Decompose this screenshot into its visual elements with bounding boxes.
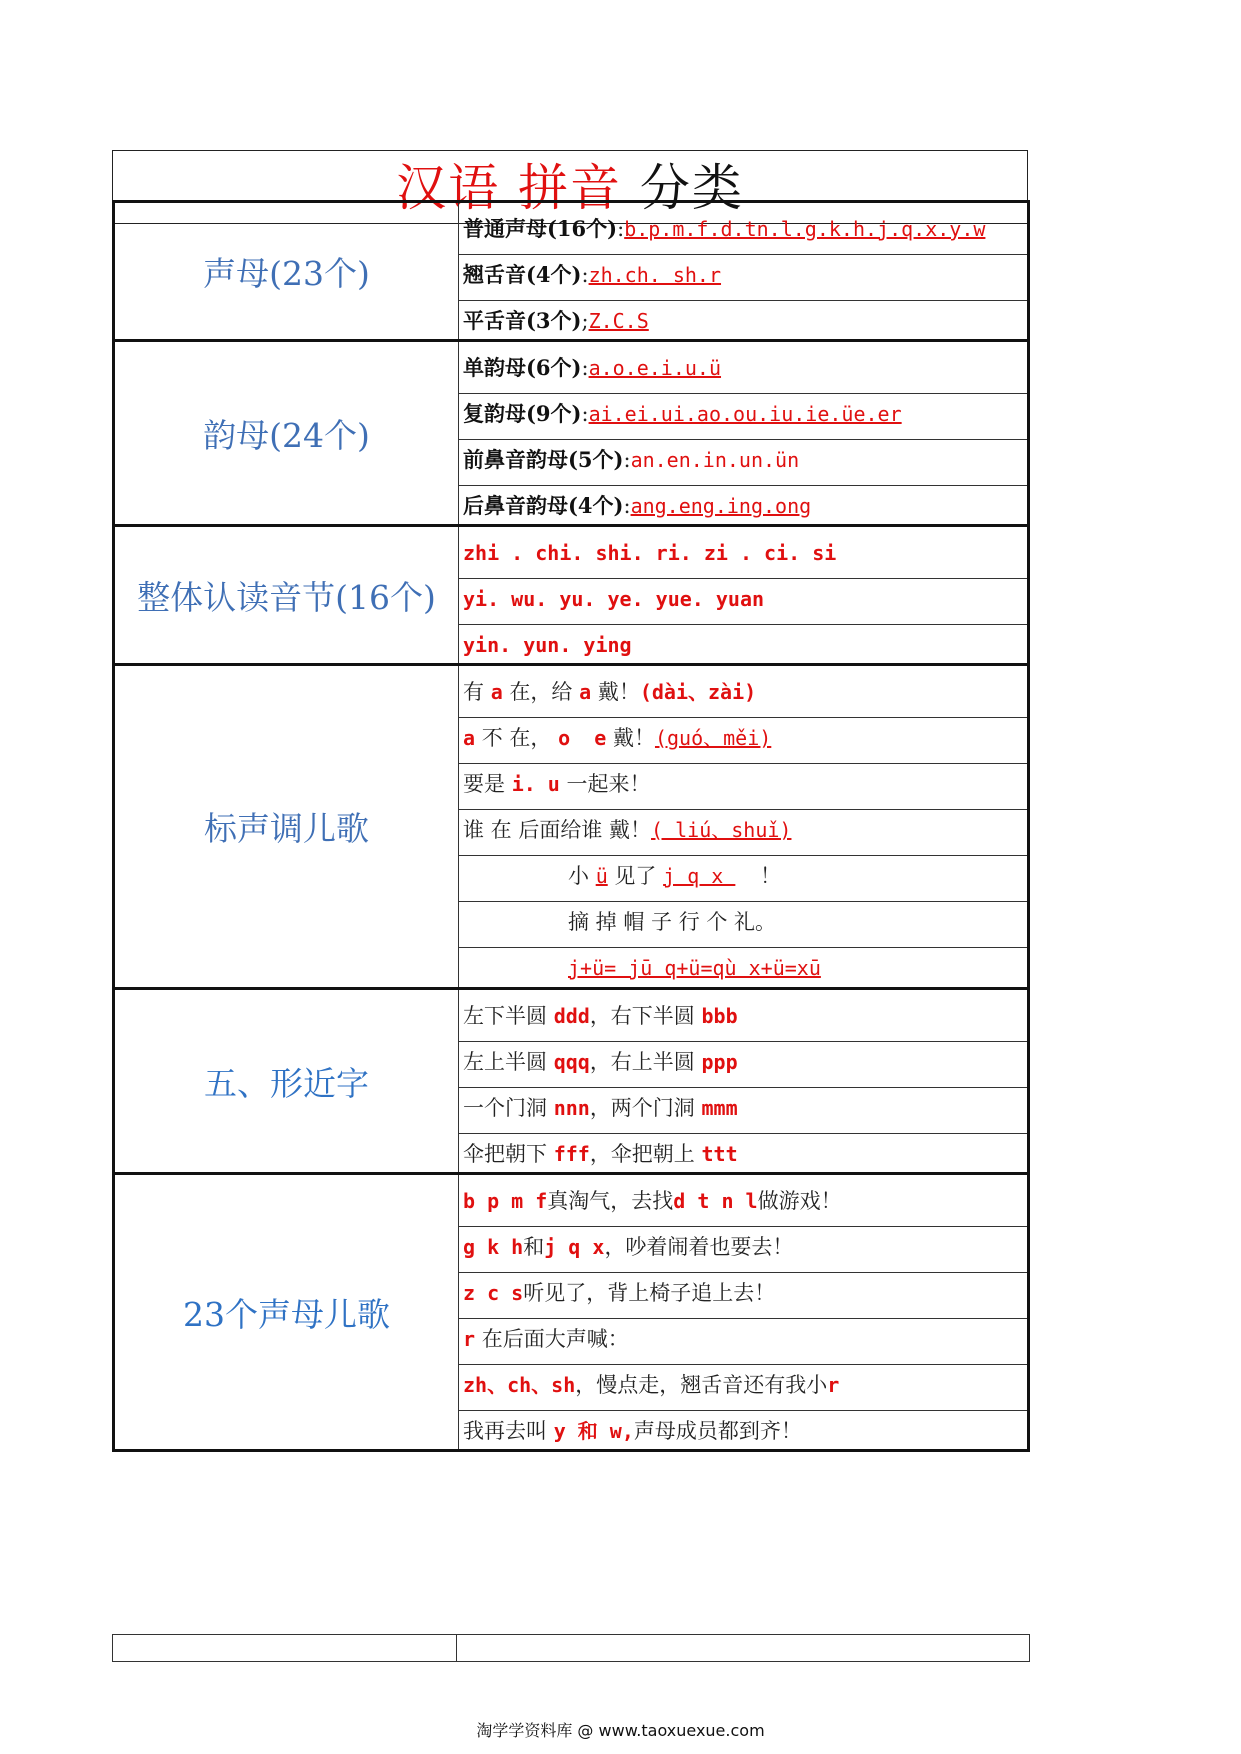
table-row: zh、ch、sh，慢点走，翘舌音还有我小r (458, 1359, 1027, 1411)
section-label: 整体认读音节(16个) (115, 527, 459, 663)
table-row: j+ü= jū q+ü=qù x+ü=xū (568, 956, 821, 980)
table-row: 普通声母(16个):b.p.m.f.d.tn.l.g.k.h.j.q.x.y.w (458, 203, 1027, 255)
empty-row (112, 1634, 1030, 1662)
table-row: 前鼻音韵母(5个):an.en.in.un.ün (458, 434, 1027, 486)
section-zhengti (112, 524, 1030, 666)
table-row: 谁 在 后面给谁 戴！( liú、shuǐ) (458, 804, 1027, 856)
table-row: 翘舌音(4个):zh.ch. sh.r (458, 249, 1027, 301)
table-row: 我再去叫 y 和 w,声母成员都到齐！ (463, 1419, 802, 1443)
section-label: 韵母(24个) (115, 342, 459, 524)
section-yunmu (112, 339, 1030, 527)
table-row: a 不 在， o e 戴！(guó、měi) (458, 712, 1027, 764)
title-hanyu: 汉语 (396, 159, 501, 217)
table-row: 左下半圆 ddd，右下半圆 bbb (458, 990, 1027, 1042)
section-label: 五、形近字 (115, 990, 459, 1172)
table-row: 小 ü 见了 j q x ！ (458, 850, 1027, 902)
section-tone-song (112, 663, 1030, 990)
section-shengmu (112, 200, 1030, 342)
footer-credit: 淘学学资料库 @ www.taoxuexue.com (476, 1721, 765, 1740)
table-row: 左上半圆 qqq，右上半圆 ppp (458, 1036, 1027, 1088)
table-row: 有 a 在，给 a 戴！(dài、zài) (458, 666, 1027, 718)
table-row: yi. wu. yu. ye. yue. yuan (458, 573, 1027, 625)
table-row: g k h和j q x，吵着闹着也要去！ (458, 1221, 1027, 1273)
table-row: zhi . chi. shi. ri. zi . ci. si (458, 527, 1027, 579)
title-fenlei: 分类 (639, 159, 744, 217)
table-row: 要是 i. u 一起来！ (458, 758, 1027, 810)
pinyin-table (112, 150, 1030, 1662)
table-row: yin. yun. ying (463, 633, 632, 657)
section-label: 声母(23个) (115, 203, 459, 339)
table-row: 单韵母(6个):a.o.e.i.u.ü (458, 342, 1027, 394)
table-row: r 在后面大声喊： (458, 1313, 1027, 1365)
section-similar-letters (112, 987, 1030, 1175)
title-pinyin: 拼音 (518, 159, 622, 217)
table-row: 伞把朝下 fff，伞把朝上 ttt (463, 1142, 738, 1166)
table-row: z c s听见了，背上椅子追上去！ (458, 1267, 1027, 1319)
section-label: 标声调儿歌 (115, 666, 459, 987)
section-initials-song (112, 1172, 1030, 1452)
table-row: 后鼻音韵母(4个):ang.eng.ing.ong (463, 493, 812, 518)
section-label: 23个声母儿歌 (115, 1175, 459, 1449)
table-row: b p m f真淘气，去找d t n l做游戏！ (458, 1175, 1027, 1227)
table-row: 一个门洞 nnn，两个门洞 mmm (458, 1082, 1027, 1134)
table-row: 摘 掉 帽 子 行 个 礼。 (458, 896, 1027, 948)
table-row: 平舌音(3个);Z.C.S (463, 308, 649, 333)
table-row: 复韵母(9个):ai.ei.ui.ao.ou.iu.ie.üe.er (458, 388, 1027, 440)
